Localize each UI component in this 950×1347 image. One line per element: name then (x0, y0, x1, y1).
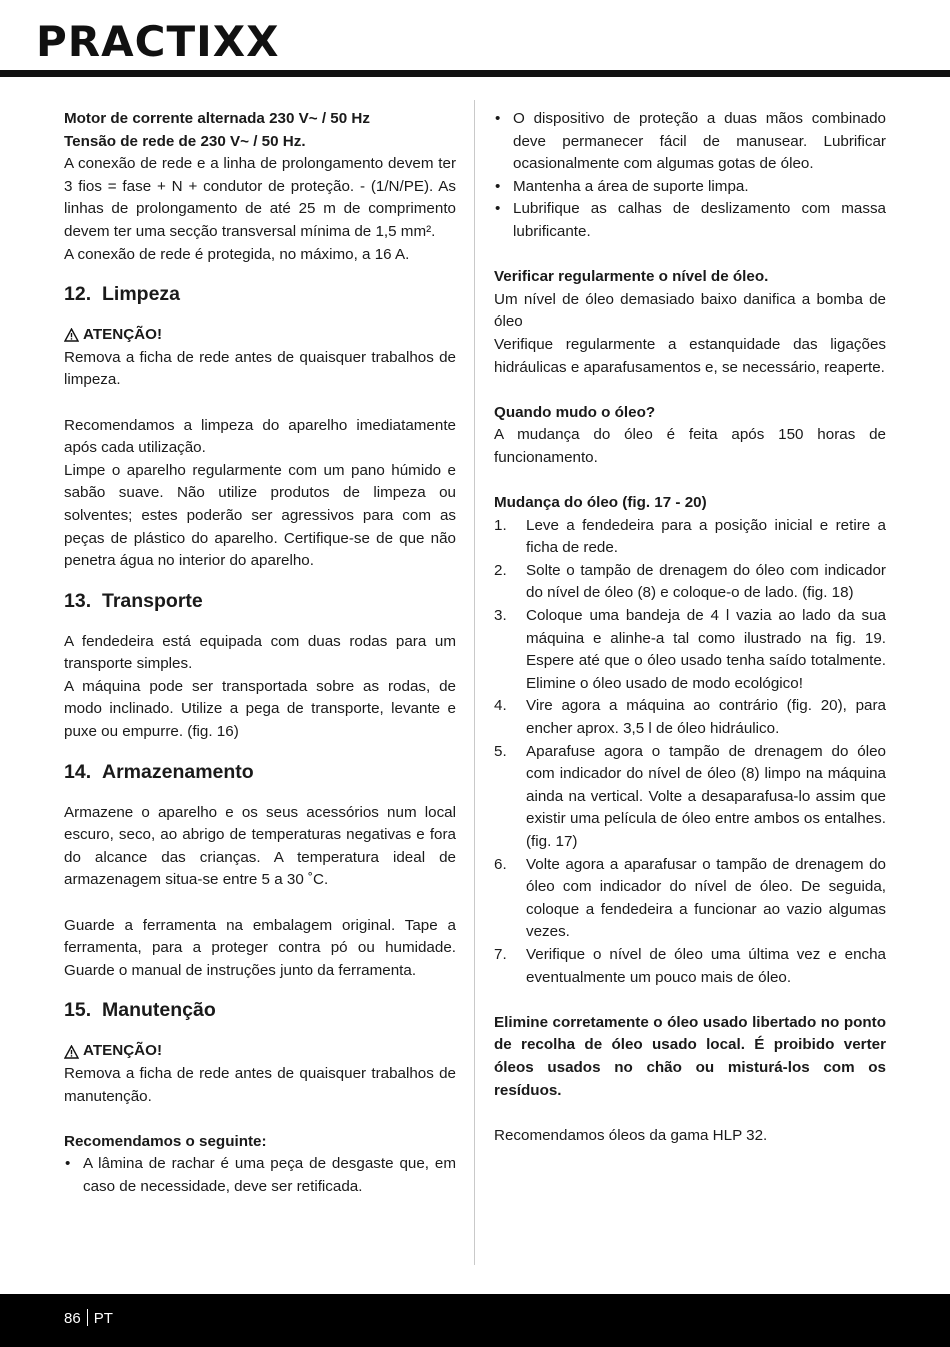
oil-when-text: A mudança do óleo é feita após 150 horas de funcionamento. (494, 426, 886, 466)
list-item: 5. Aparafuse agora o tampão de drenagem do óleo com indicador do nível de óleo (8) limpo na máquina ainda na vertical. Volte a desaparafusa-lo assim que existir uma película de óleo entre ambos os entalhes. (fig. 17) (494, 742, 886, 850)
section-heading-transport: 13. Transporte (64, 589, 203, 612)
oil-check-title: Verificar regularmente o nível de óleo. (494, 268, 769, 286)
section-heading-cleaning: 12. Limpeza (64, 283, 181, 306)
list-item: 7. Verifique o nível de óleo uma última vez e encha eventualmente um pouco mais de óleo. (494, 945, 886, 986)
header-rule (0, 70, 950, 77)
oil-change-title: Mudança do óleo (fig. 17 - 20) (494, 494, 707, 512)
fuse-text: A conexão de rede é protegida, no máximo, a 16 A. (64, 245, 410, 263)
cleaning-text-1: Recomendamos a limpeza do aparelho imediatamente após cada utilização. (64, 416, 456, 457)
maintenance-bullets-cont (494, 108, 886, 244)
storage-text-1: Armazene o aparelho e os seus acessórios num local escuro, seco, ao abrigo de temperaturas negativas e fora do alcance das crianças. A temperatura ideal de armazenagem situa-se entre 5 a 30 ˚C. (64, 803, 456, 889)
list-item: 3. Coloque uma bandeja de 4 l vazia ao lado da sua máquina e alinhe-a tal como ilustrado na fig. 19. Espere até que o óleo usado tenha saído totalmente. Elimine o óleo usado de modo ecológico! (494, 607, 886, 692)
section-heading-storage: 14. Armazenamento (64, 760, 254, 783)
list-item: 6. Volte agora a aparafusar o tampão de drenagem do óleo com indicador do nível de óleo. De seguida, coloque a fendedeira a funcionar ao vazio algumas vezes. (494, 855, 886, 941)
cleaning-warning-text: Remova a ficha de rede antes de quaisquer trabalhos de limpeza. (64, 348, 456, 389)
transport-text-1: A fendedeira está equipada com duas rodas para um transporte simples. (64, 632, 456, 673)
cleaning-text-2: Limpe o aparelho regularmente com um pano húmido e sabão suave. Não utilize produtos de limpeza ou solventes; estes poderão ser agressivos para com as peças de plástico do aparelho. Certifique-se de que não penetra água no interior do aparelho. (64, 461, 456, 570)
oil-check-text-1: Um nível de óleo demasiado baixo danifica a bomba de óleo (494, 290, 886, 331)
disposal-notice: Elimine corretamente o óleo usado libertado no ponto de recolha de óleo usado local. É proibido verter óleos usados no chão ou misturá-los com os resíduos. (494, 1013, 886, 1099)
recommendation-title: Recomendamos o seguinte: (64, 1132, 267, 1150)
storage-text-2: Guarde a ferramenta na embalagem original. Tape a ferramenta, para a proteger contra pó ou humidade. Guarde o manual de instruções junto da ferramenta. (64, 916, 456, 979)
list-item: • O dispositivo de proteção a duas mãos combinado deve permanecer fácil de manusear. Lubrificar ocasionalmente com algumas gotas de óleo. (494, 108, 886, 176)
right-column (494, 108, 886, 1147)
oil-recommendation: Recomendamos óleos da gama HLP 32. (494, 1126, 768, 1144)
transport-text-2: A máquina pode ser transportada sobre as rodas, de modo inclinado. Utilize a pega de transporte, levante e puxe ou empurre. (fig. 16) (64, 677, 456, 741)
maintenance-warning-title: ATENÇÃO! (64, 1040, 456, 1063)
maintenance-bullets (64, 1153, 456, 1198)
practixx-logo (36, 6, 336, 72)
oil-change-steps (494, 515, 886, 989)
list-item: 2. Solte o tampão de drenagem do óleo com indicador do nível de óleo (8) e coloque-o de lado. (fig. 18) (494, 561, 886, 602)
logo-text: PRACTIXX (36, 17, 280, 66)
maintenance-warning-text: Remova a ficha de rede antes de quaisquer trabalhos de manutenção. (64, 1065, 456, 1105)
oil-when-title: Quando mudo o óleo? (494, 403, 656, 421)
list-item: • Mantenha a área de suporte limpa. (494, 176, 886, 199)
list-item: • A lâmina de rachar é uma peça de desgaste que, em caso de necessidade, deve ser retificada. (64, 1153, 456, 1198)
left-column (64, 108, 456, 1199)
warning-icon (64, 1045, 79, 1059)
list-item: 4. Vire agora a máquina ao contrário (fig. 20), para encher aprox. 3,5 l de óleo hidráulico. (494, 697, 886, 738)
motor-spec: Motor de corrente alternada 230 V~ / 50 Hz (64, 110, 370, 127)
page-number: 86 PT (64, 1310, 113, 1327)
column-divider (474, 100, 475, 1265)
footer-bar (0, 1294, 950, 1347)
connection-text: A conexão de rede e a linha de prolongamento devem ter 3 fios = fase + N + condutor de proteção. - (1/N/PE). As linhas de prolongamento de até 25 m de comprimento devem ter uma secção transversal mínima de 1,5 mm². (64, 155, 456, 240)
cleaning-warning-title: ATENÇÃO! (64, 324, 456, 347)
section-heading-maintenance: 15. Manutenção (64, 999, 216, 1022)
list-item: 1. Leve a fendedeira para a posição inicial e retire a ficha de rede. (494, 516, 886, 557)
oil-check-text-2: Verifique regularmente a estanquidade das ligações hidráulicas e aparafusamentos e, se necessário, reaperte. (494, 335, 886, 376)
list-item: • Lubrifique as calhas de deslizamento com massa lubrificante. (494, 198, 886, 243)
warning-icon (64, 328, 79, 342)
voltage-spec: Tensão de rede de 230 V~ / 50 Hz. (64, 132, 306, 150)
